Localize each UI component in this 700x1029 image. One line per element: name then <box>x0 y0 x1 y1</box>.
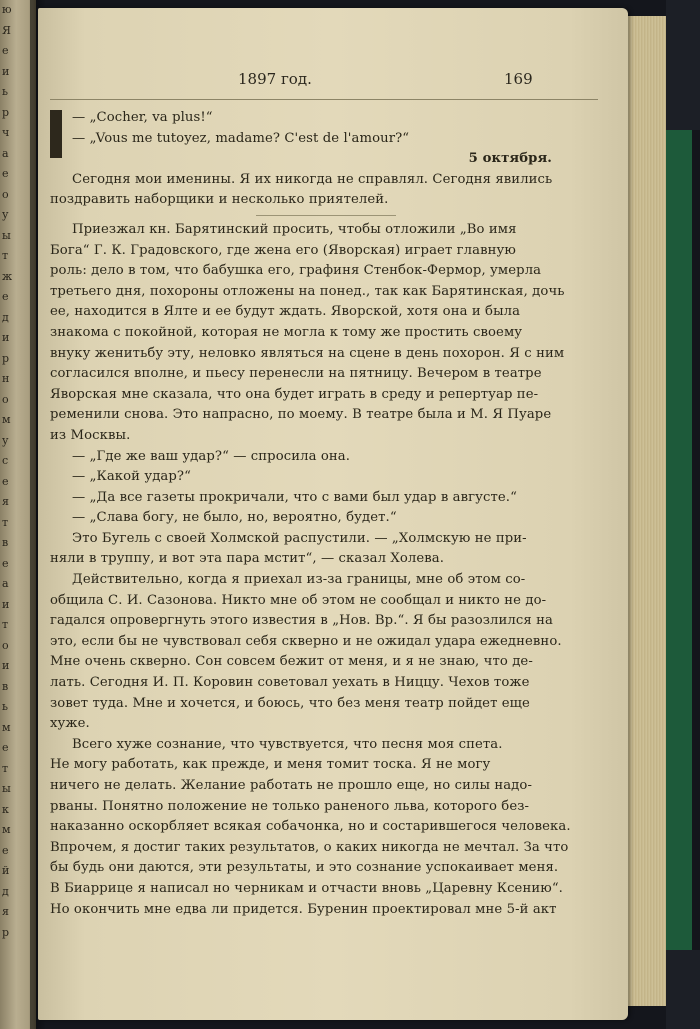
left-page-fragment: т <box>2 761 9 775</box>
left-page-fragment: р <box>2 105 10 119</box>
text-line: — „Какой удар?“ <box>72 469 191 485</box>
left-page-fragment: и <box>2 64 10 78</box>
left-page-fragment: и <box>2 597 10 611</box>
left-page-fragment: т <box>2 249 9 262</box>
left-page-fragment: о <box>2 392 9 406</box>
header-rule <box>50 99 598 100</box>
page-header <box>38 70 628 92</box>
left-page-fragment: м <box>2 823 11 836</box>
left-page-fragment: ы <box>2 782 11 795</box>
left-page-fragment: ю <box>2 3 12 16</box>
text-line: Приезжал кн. Барятинский просить, чтобы отложили „Во имя <box>72 221 517 237</box>
left-page-fragment: о <box>2 187 9 201</box>
text-line: поздравить наборщики и несколько приятелей. <box>50 192 389 208</box>
text-line: третьего дня, похороны отложены на понед., так как Барятинская, дочь <box>50 283 565 299</box>
left-page-fragment: т <box>2 515 9 529</box>
book-cover-bottom <box>666 950 700 1029</box>
left-page-fragment: р <box>2 351 10 365</box>
book-cover-green <box>666 130 692 950</box>
text-line: Впрочем, я достиг таких результатов, о каких никогда не мечтал. За что <box>50 839 569 855</box>
left-page-fragment: ч <box>2 126 10 139</box>
text-line: внуку женитьбу эту, неловко являться на сцене в день похорон. Я с ним <box>50 345 565 361</box>
text-line: знакома с покойной, которая не могла к тому же простить своему <box>50 324 523 340</box>
text-line: роль: дело в том, что бабушка его, графиня Стенбок-Фермор, умерла <box>50 263 542 279</box>
text-line: лать. Сегодня И. П. Коровин советовал уехать в Ниццу. Чехов тоже <box>50 675 530 691</box>
left-page-fragment: е <box>2 843 9 857</box>
left-page-fragment: м <box>2 720 11 734</box>
left-page-fragment: е <box>2 741 9 754</box>
left-page-fragment: е <box>2 556 9 570</box>
left-page-fragment: Я <box>2 23 11 37</box>
left-page-fragment: и <box>2 659 10 672</box>
text-line: Мне очень скверно. Сон совсем бежит от меня, и я не знаю, что де- <box>50 654 533 670</box>
running-head: 1897 год. <box>238 70 312 88</box>
text-line: Бога“ Г. К. Градовского, где жена его (Яворская) играет главную <box>50 242 516 258</box>
text-line: рваны. Понятно положение не только раненого льва, которого без- <box>50 798 530 814</box>
text-line: Сегодня мои именины. Я их никогда не справлял. Сегодня явились <box>72 171 553 187</box>
book-cover-top <box>666 0 700 130</box>
left-page-fragment: ь <box>2 700 8 713</box>
ink-mark <box>50 110 62 158</box>
text-line: ничего не делать. Желание работать не прошло еще, но силы надо- <box>50 778 533 793</box>
left-page-fragment: я <box>2 905 9 918</box>
section-divider <box>256 215 396 216</box>
opening-dialogue <box>50 108 602 149</box>
left-page-fragment: е <box>2 474 9 488</box>
text-line: гадался опровергнуть этого известия в „Нов. Вр.“. Я бы разозлился на <box>50 613 553 629</box>
left-page-fragment: в <box>2 679 9 693</box>
left-page-fragment: ж <box>2 269 13 283</box>
left-page-fragment: е <box>2 167 9 180</box>
left-page-fragment: о <box>2 638 9 652</box>
text-line: из Москвы. <box>50 427 131 443</box>
text-line: — „Cocher, va plus!“ <box>72 110 213 125</box>
book-page <box>38 8 628 1020</box>
left-page-fragment: и <box>2 331 10 344</box>
text-line: — „Где же ваш удар?“ — спросила она. <box>72 448 351 464</box>
left-page-fragment: ь <box>2 85 8 98</box>
text-line: В Биаррице я написал но черникам и отчасти вновь „Царевну Ксению“. <box>50 880 563 896</box>
left-page-fragment: й <box>2 864 10 877</box>
text-line: — „Слава богу, не было, но, вероятно, будет.“ <box>72 510 397 526</box>
left-page-fragment: т <box>2 618 9 631</box>
text-line: Это Бугель с своей Холмской распустили. — „Холмскую не при- <box>72 530 527 546</box>
text-line: хуже. <box>50 716 90 732</box>
text-line: это, если бы не чувствовал себя скверно и не ожидал удара ежедневно. <box>50 633 562 649</box>
text-line: общила С. И. Сазонова. Никто мне об этом не сообщал и никто не до- <box>50 592 547 608</box>
text-line: ее, находится в Ялте и ее будут ждать. Яворской, хотя она и была <box>50 304 521 320</box>
text-line: — „Vous me tutoyez, madame? C'est de l'amour?“ <box>72 130 410 146</box>
left-page-fragment: д <box>2 884 9 898</box>
text-line: Действительно, когда я приехал из-за границы, мне об этом со- <box>72 572 526 588</box>
left-page-fragment: у <box>2 208 9 221</box>
left-page-fragment: ы <box>2 228 11 242</box>
page-number: 169 <box>504 70 533 88</box>
left-page-fragment: н <box>2 372 10 385</box>
left-page-fragment: с <box>2 454 9 467</box>
text-line: наказанно оскорбляет всякая собачонка, но и состарившегося человека. <box>50 819 571 835</box>
left-page-fragment: р <box>2 925 10 939</box>
text-line: Но окончить мне едва ли придется. Буренин проектировал мне 5-й акт <box>50 901 557 917</box>
text-line: ременили снова. Это напрасно, по моему. В театре была и М. Я Пуаре <box>50 407 552 423</box>
left-page-fragment: я <box>2 495 9 508</box>
left-page-fragment: м <box>2 413 11 426</box>
left-page-fragment: е <box>2 290 9 303</box>
left-page-fragment: а <box>2 577 9 590</box>
left-page-fragment: а <box>2 146 9 160</box>
left-page-fragment: у <box>2 433 9 447</box>
page-block-edges <box>626 16 666 1006</box>
left-page-fragment: е <box>2 44 9 57</box>
text-line: Яворская мне сказала, что она будет играть в среду и репертуар пе- <box>50 386 539 402</box>
text-line: няли в труппу, и вот эта пара мстит“, — сказал Холева. <box>50 551 445 567</box>
body-text <box>50 108 602 920</box>
text-line: Не могу работать, как прежде, и меня томит тоска. Я не могу <box>50 757 491 773</box>
text-line: бы будь они даются, эти результаты, и это сознание успокаивает меня. <box>50 860 559 876</box>
text-line: согласился вполне, и пьесу перенесли на пятницу. Вечером в театре <box>50 366 542 382</box>
diary-date: 5 октября. <box>468 151 552 167</box>
text-line: — „Да все газеты прокричали, что с вами был удар в августе.“ <box>72 489 517 505</box>
text-line: Всего хуже сознание, что чувствуется, что песня моя спета. <box>72 736 503 752</box>
left-page-fragment: д <box>2 310 9 324</box>
left-page-fragment: к <box>2 802 9 816</box>
left-page-fragment: в <box>2 536 9 549</box>
text-line: зовет туда. Мне и хочется, и боюсь, что без меня театр пойдет еще <box>50 695 530 711</box>
